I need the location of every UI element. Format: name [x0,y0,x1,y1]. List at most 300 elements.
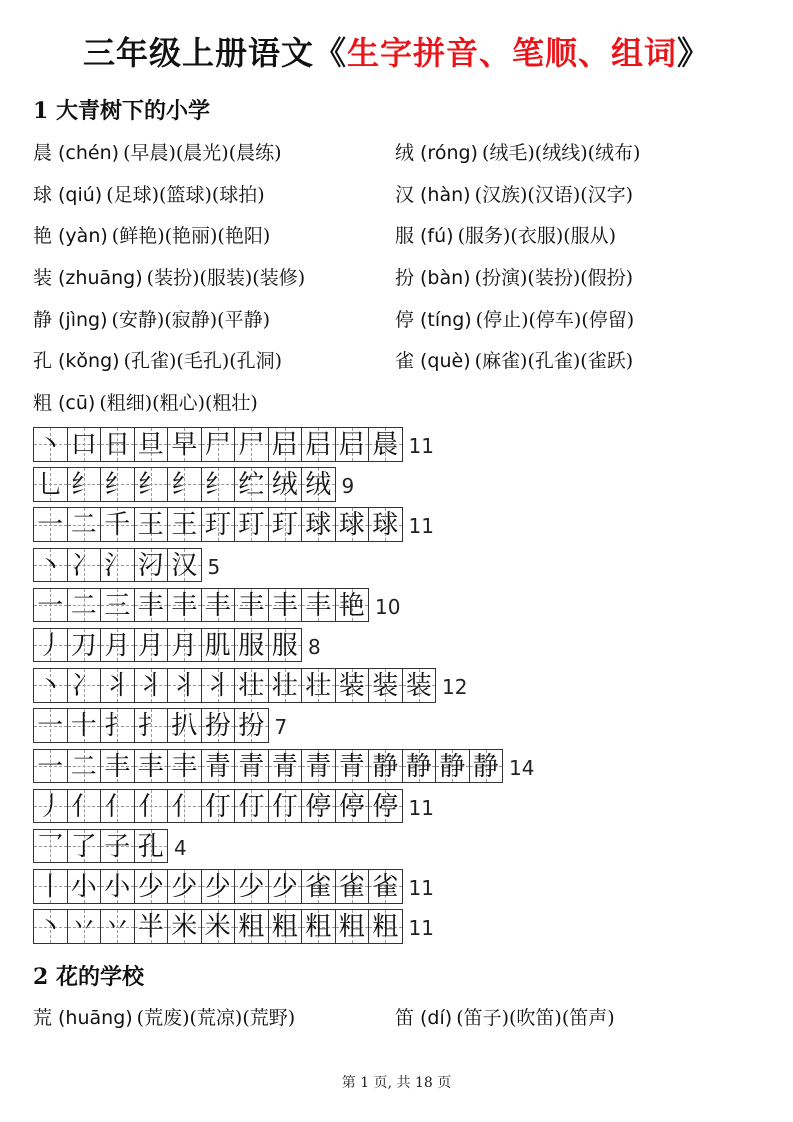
vocab-pinyin: (yàn) [58,225,108,248]
stroke-step: 汉 [171,550,198,581]
stroke-step: 丶 [37,550,64,581]
stroke-step: 扌 [104,711,131,742]
vocab-row [33,339,763,381]
stroke-step: 一 [37,751,64,782]
stroke-cell [301,668,336,703]
stroke-cell [301,588,336,623]
vocab-char: 粗 [33,391,53,414]
stroke-cell [134,668,169,703]
vocab-entry [395,138,640,165]
stroke-step: 服 [271,630,298,661]
stroke-cell [167,789,202,824]
stroke-cell [67,749,102,784]
stroke-step: 亻 [104,791,131,822]
stroke-cell [268,909,303,944]
stroke-step: 早 [171,430,198,460]
stroke-step: 月 [104,630,131,661]
stroke-step: 壮 [305,671,332,702]
stroke-step: 丶 [37,912,64,943]
vocab-row [33,256,763,298]
stroke-step: 壮 [238,671,265,702]
stroke-step: 纟 [171,470,198,501]
stroke-step: 粗 [372,912,399,943]
stroke-cell [167,869,202,904]
vocab-words: (停止)(停车)(停留) [475,308,635,331]
stroke-step: 壮 [271,671,298,702]
stroke-cell [268,668,303,703]
stroke-cell [201,668,236,703]
stroke-step: 半 [137,912,164,943]
vocab-words: (汉族)(汉语)(汉字) [474,183,634,206]
stroke-step: 米 [171,912,198,943]
stroke-step: 日 [104,430,131,460]
stroke-cell [33,789,68,824]
vocab-char: 笛 [395,1007,415,1030]
stroke-step: 雀 [305,872,332,903]
stroke-step: 丨 [37,872,64,903]
stroke-step: 丬 [171,671,198,702]
stroke-step: 丷 [104,912,131,943]
vocab-entry [33,263,395,290]
stroke-step: 小 [104,872,131,903]
stroke-cell [100,548,135,583]
stroke-cell [134,829,169,864]
stroke-cell [201,789,236,824]
vocab-pinyin: (què) [420,350,471,373]
stroke-cell [301,909,336,944]
stroke-step: 丬 [204,671,231,702]
stroke-step: 粗 [338,912,365,943]
stroke-cell [301,789,336,824]
stroke-cell [335,749,370,784]
stroke-step: 青 [338,751,365,782]
stroke-step: 𡰪 [338,430,365,460]
stroke-step: 停 [338,791,365,822]
stroke-step: 口 [70,430,97,460]
stroke-step: 丰 [137,590,164,621]
stroke-cell [33,507,68,542]
stroke-step: 少 [171,872,198,903]
page-title [0,28,793,74]
stroke-step: 服 [238,630,265,661]
vocab-pinyin: (bàn) [420,267,471,290]
vocab-entry [33,1003,395,1030]
stroke-cell [33,467,68,502]
stroke-step: 丰 [305,590,332,621]
stroke-cell [234,628,269,663]
stroke-cell [167,708,202,743]
stroke-cell [234,507,269,542]
vocab-char: 汉 [395,183,415,206]
stroke-cell [234,869,269,904]
stroke-step: 青 [204,751,231,782]
stroke-step: 一 [37,590,64,621]
vocab-pinyin: (tíng) [420,308,472,331]
stroke-cell [134,749,169,784]
stroke-cell [368,427,403,462]
stroke-cell [301,869,336,904]
stroke-step: 氵 [104,550,131,581]
stroke-step: 球 [338,510,365,541]
stroke-step: 千 [104,510,131,541]
stroke-step: 球 [305,510,332,541]
stroke-step: 亻 [70,791,97,822]
stroke-cell [100,427,135,462]
title-prefix: 三年级上册语文《 [82,34,347,72]
stroke-cell [234,909,269,944]
stroke-step: 扮 [238,711,265,742]
stroke-cell [301,507,336,542]
stroke-count: 11 [408,434,434,458]
stroke-step: 王 [171,510,198,541]
stroke-row [33,507,534,547]
stroke-step: 扒 [171,711,198,742]
vocab-pinyin: (hàn) [420,183,471,206]
stroke-step: 一 [37,510,64,541]
stroke-cell [100,588,135,623]
stroke-cell [201,467,236,502]
stroke-cell [402,668,437,703]
stroke-step: 丶 [37,430,64,460]
stroke-step: 玎 [271,510,298,541]
stroke-step: 孔 [137,831,164,862]
stroke-step: 纟 [104,470,131,501]
stroke-cell [234,467,269,502]
stroke-count: 12 [442,675,468,700]
stroke-row [33,668,534,708]
stroke-step: 少 [238,872,265,903]
vocab-entry [395,180,633,207]
vocab-entry [33,388,395,415]
stroke-row [33,909,534,949]
stroke-step: 丬 [137,671,164,702]
stroke-cell [435,749,470,784]
stroke-step: 纻 [238,470,265,501]
stroke-step: 扌 [137,711,164,742]
vocab-row [33,297,763,339]
stroke-step: 仃 [238,791,265,822]
stroke-cell [469,749,504,784]
stroke-cell [167,507,202,542]
vocab-pinyin: (chén) [58,142,120,165]
vocab-char: 晨 [33,142,53,165]
stroke-row [33,588,534,628]
stroke-step: 晨 [372,430,399,460]
stroke-cell [67,507,102,542]
vocab-pinyin: (róng) [420,142,478,165]
stroke-row [33,829,534,869]
stroke-row [33,628,534,668]
stroke-step: 少 [204,872,231,903]
stroke-step: 丰 [271,590,298,621]
stroke-row [33,708,534,748]
vocab-pinyin: (fú) [420,225,454,248]
stroke-cell [100,708,135,743]
section-heading-1: 1 大青树下的小学 [33,98,210,124]
stroke-step: 乚 [37,470,64,501]
vocab-row [33,131,763,173]
stroke-step: 亻 [171,791,198,822]
stroke-step: 冫 [70,671,97,702]
stroke-step: 玎 [238,510,265,541]
stroke-cell [134,708,169,743]
stroke-cell [167,548,202,583]
stroke-cell [100,507,135,542]
stroke-cell [33,749,68,784]
stroke-cell [268,427,303,462]
stroke-step: 刀 [70,630,97,661]
stroke-cell [167,467,202,502]
stroke-cell [167,909,202,944]
stroke-cell [335,789,370,824]
stroke-cell [67,628,102,663]
stroke-cell [167,427,202,462]
stroke-step: 丰 [137,751,164,782]
vocab-char: 荒 [33,1007,53,1030]
vocab-row [33,173,763,215]
stroke-cell [67,829,102,864]
stroke-cell [167,628,202,663]
vocab-char: 静 [33,308,53,331]
stroke-step: 停 [372,791,399,822]
vocab-entry [33,221,395,248]
title-suffix: 》 [677,34,711,72]
stroke-cell [201,588,236,623]
vocab-words: (笛子)(吹笛)(笛声) [456,1007,615,1030]
stroke-row [33,789,534,829]
stroke-cell [167,588,202,623]
stroke-step: 乛 [37,831,64,862]
stroke-cell [67,548,102,583]
stroke-cell [234,588,269,623]
stroke-cell [234,749,269,784]
stroke-step: 尸 [238,430,265,460]
stroke-step: 丿 [37,791,64,822]
vocab-entry [395,305,634,332]
stroke-count: 14 [509,755,535,780]
stroke-step: 装 [338,671,365,702]
stroke-step: 纟 [204,470,231,501]
stroke-cell [100,789,135,824]
stroke-step: 绒 [305,470,332,501]
vocab-words: (服务)(衣服)(服从) [457,225,617,248]
vocab-row [33,996,763,1038]
stroke-step: 𡰪 [305,430,332,460]
stroke-step: 了 [70,831,97,862]
stroke-cell [234,708,269,743]
vocab-pinyin: (zhuāng) [58,267,143,290]
stroke-cell [134,909,169,944]
stroke-cell [33,668,68,703]
stroke-cell [134,548,169,583]
vocab-char: 停 [395,308,415,331]
stroke-cell [268,588,303,623]
vocab-pinyin: (huāng) [58,1007,133,1030]
stroke-cell [368,507,403,542]
vocab-entry [33,305,395,332]
vocab-pinyin: (cū) [58,391,96,414]
stroke-step: 粗 [238,912,265,943]
stroke-cell [33,628,68,663]
stroke-row [33,467,534,507]
stroke-step: 扮 [204,711,231,742]
stroke-step: 丿 [37,630,64,661]
stroke-cell [134,628,169,663]
stroke-step: 月 [137,630,164,661]
vocab-row [33,214,763,256]
vocab-pinyin: (jìng) [58,308,108,331]
stroke-step: 仃 [204,791,231,822]
vocab-pinyin: (dí) [420,1007,453,1030]
stroke-cell [33,708,68,743]
stroke-step: 纟 [70,470,97,501]
stroke-step: 月 [171,630,198,661]
vocab-words: (麻雀)(孔雀)(雀跃) [474,350,634,373]
stroke-cell [402,749,437,784]
vocab-words: (装扮)(服装)(装修) [146,267,306,290]
vocab-char: 孔 [33,350,53,373]
stroke-cell [268,628,303,663]
stroke-step: 球 [372,510,399,541]
stroke-step: 𡰪 [271,430,298,460]
vocab-char: 扮 [395,267,415,290]
stroke-cell [335,909,370,944]
stroke-cell [368,869,403,904]
stroke-cell [368,909,403,944]
stroke-cell [201,708,236,743]
stroke-step: 三 [104,590,131,621]
stroke-cell [335,588,370,623]
stroke-step: 二 [70,510,97,541]
stroke-step: 一 [37,711,64,742]
stroke-cell [201,507,236,542]
stroke-row [33,749,534,789]
stroke-step: 青 [271,751,298,782]
stroke-cell [368,749,403,784]
stroke-cell [368,668,403,703]
stroke-cell [33,869,68,904]
vocab-entry [33,346,395,373]
stroke-cell [335,869,370,904]
stroke-cell [67,668,102,703]
stroke-count: 11 [408,795,434,820]
vocab-words: (荒废)(荒凉)(荒野) [136,1007,296,1030]
stroke-step: 静 [472,751,499,782]
vocab-words: (扮演)(装扮)(假扮) [474,267,634,290]
vocab-entry [395,263,633,290]
stroke-cell [33,909,68,944]
stroke-cell [134,507,169,542]
stroke-step: 汈 [137,550,164,581]
stroke-step: 十 [70,711,97,742]
stroke-cell [100,668,135,703]
stroke-step: 丰 [204,590,231,621]
stroke-step: 青 [238,751,265,782]
stroke-count: 8 [308,634,321,659]
stroke-cell [167,749,202,784]
stroke-step: 二 [70,751,97,782]
stroke-step: 静 [439,751,466,782]
stroke-step: 停 [305,791,332,822]
stroke-cell [134,427,169,462]
stroke-cell [33,427,68,462]
stroke-count: 7 [274,715,288,740]
vocab-char: 装 [33,267,53,290]
stroke-step: 丰 [104,751,131,782]
stroke-cell [201,628,236,663]
stroke-count: 11 [408,876,434,901]
stroke-cell [134,588,169,623]
stroke-order-grid [33,427,534,949]
vocab-char: 球 [33,183,53,206]
vocab-char: 雀 [395,350,415,373]
stroke-cell [268,789,303,824]
stroke-step: 亻 [137,791,164,822]
vocab-char: 服 [395,225,415,248]
stroke-step: 仃 [271,791,298,822]
stroke-cell [268,749,303,784]
stroke-cell [67,467,102,502]
stroke-cell [134,467,169,502]
stroke-step: 少 [271,872,298,903]
stroke-cell [134,789,169,824]
stroke-step: 雀 [338,872,365,903]
page-footer: 第 1 页, 共 18 页 [341,1075,452,1091]
stroke-cell [167,668,202,703]
stroke-step: 旦 [137,430,164,460]
stroke-cell [67,588,102,623]
vocab-list-1 [33,131,763,422]
stroke-cell [301,467,336,502]
stroke-cell [100,749,135,784]
stroke-step: 子 [104,831,131,862]
vocab-entry [395,221,616,248]
stroke-count: 11 [408,514,434,539]
section-heading-2: 2 花的学校 [33,964,144,990]
vocab-char: 绒 [395,142,415,165]
stroke-step: 静 [372,751,399,782]
title-highlight: 生字拼音、笔顺、组词 [346,34,677,72]
stroke-cell [201,909,236,944]
stroke-row [33,427,534,467]
stroke-count: 10 [375,594,401,619]
vocab-pinyin: (kǒng) [58,350,120,373]
stroke-step: 雀 [372,872,399,903]
stroke-step: 王 [137,510,164,541]
stroke-cell [268,869,303,904]
stroke-cell [368,789,403,824]
stroke-step: 二 [70,590,97,621]
stroke-step: 丰 [238,590,265,621]
stroke-step: 米 [204,912,231,943]
stroke-step: 丷 [70,912,97,943]
vocab-words: (足球)(篮球)(球拍) [106,183,265,206]
vocab-entry [395,1003,615,1030]
stroke-step: 粗 [305,912,332,943]
stroke-cell [234,427,269,462]
vocab-row [33,381,763,423]
stroke-cell [67,708,102,743]
stroke-cell [268,507,303,542]
stroke-cell [67,427,102,462]
stroke-step: 装 [372,671,399,702]
stroke-cell [100,467,135,502]
stroke-count: 11 [408,916,434,941]
stroke-step: 丰 [171,751,198,782]
stroke-cell [100,869,135,904]
stroke-cell [67,869,102,904]
vocab-words: (安静)(寂静)(平静) [111,308,270,331]
